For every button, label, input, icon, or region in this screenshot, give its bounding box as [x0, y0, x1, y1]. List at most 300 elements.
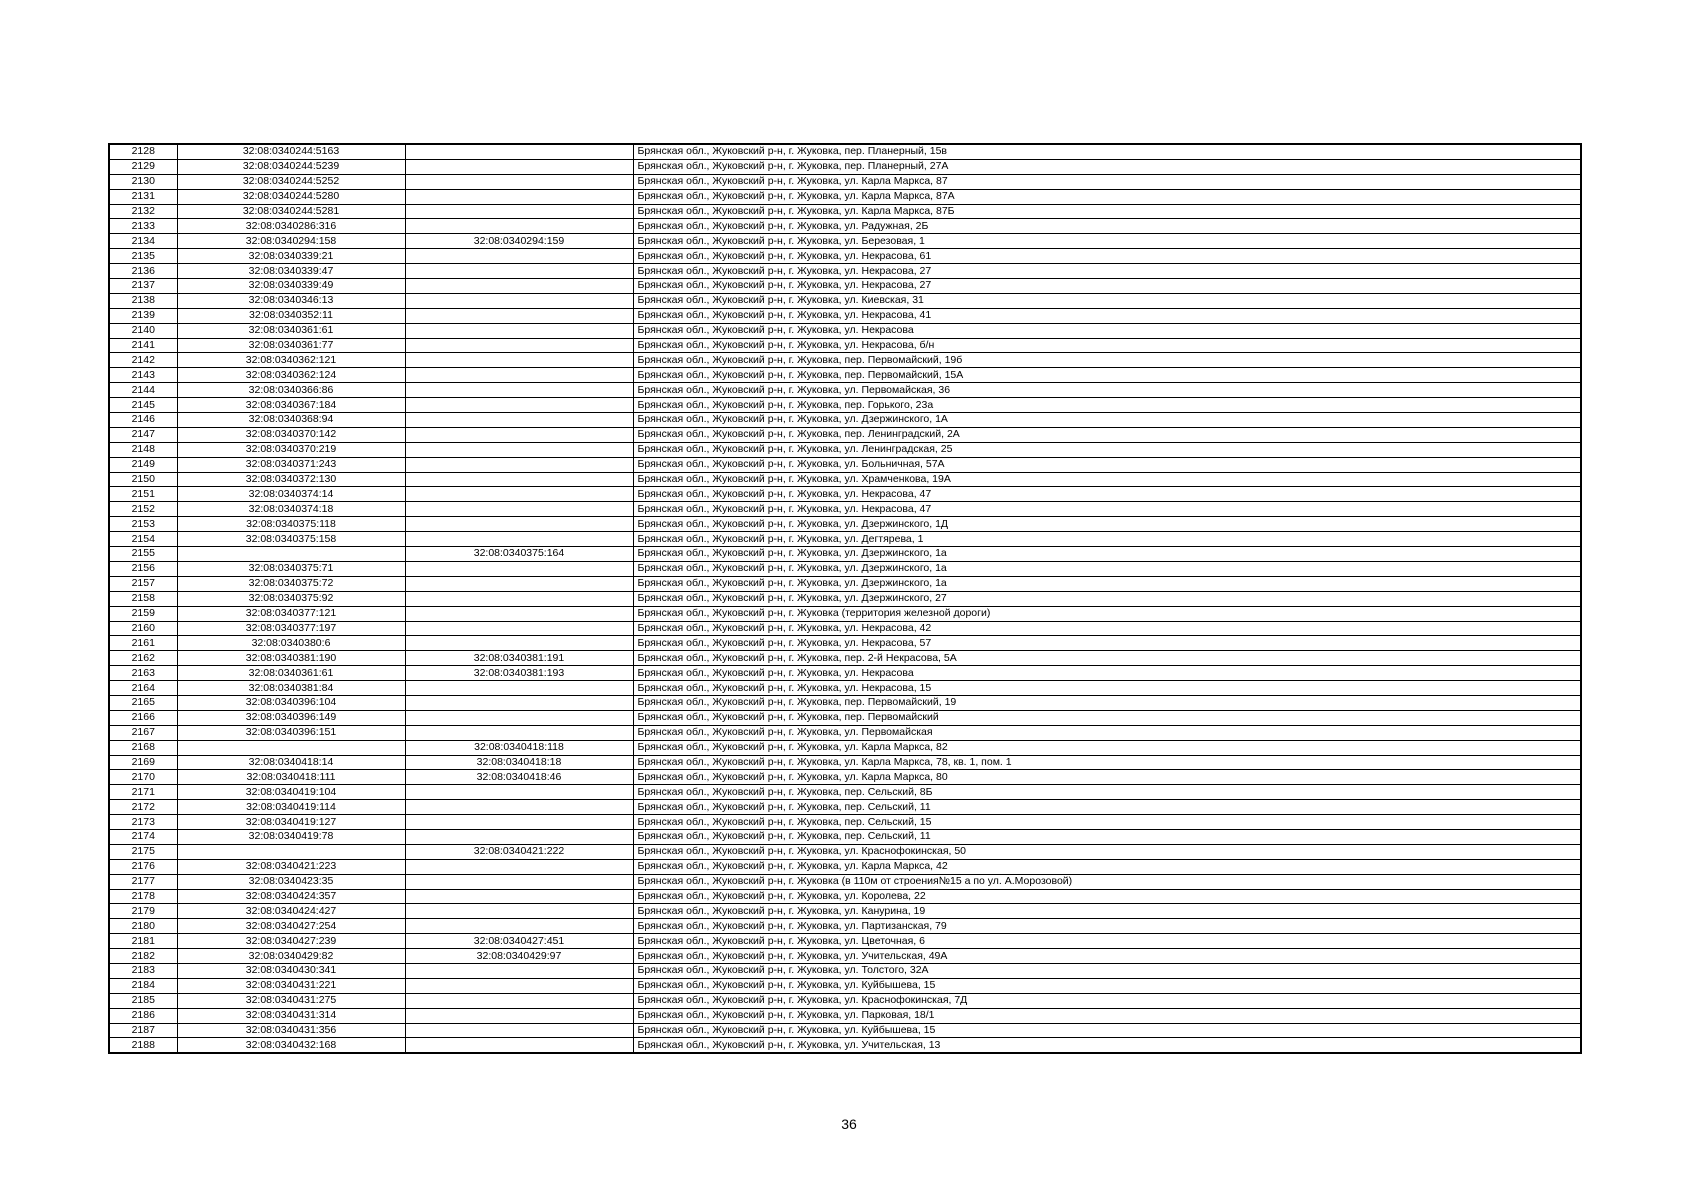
related-cadastral-number-cell: 32:08:0340429:97: [405, 949, 633, 964]
cadastral-number-cell: 32:08:0340367:184: [177, 398, 405, 413]
table-body: [109, 144, 1581, 1053]
address-cell: Брянская обл., Жуковский р-н, г. Жуковка, ул. Учительская, 49А: [633, 949, 1581, 964]
address-cell: Брянская обл., Жуковский р-н, г. Жуковка, ул. Березовая, 1: [633, 234, 1581, 249]
address-cell: Брянская обл., Жуковский р-н, г. Жуковка, ул. Карла Маркса, 87: [633, 174, 1581, 189]
cadastral-number-cell: 32:08:0340424:357: [177, 889, 405, 904]
cadastral-number-cell: 32:08:0340375:92: [177, 591, 405, 606]
table-row: [109, 457, 1581, 472]
related-cadastral-number-cell: [405, 591, 633, 606]
address-cell: Брянская обл., Жуковский р-н, г. Жуковка, ул. Некрасова: [633, 323, 1581, 338]
related-cadastral-number-cell: 32:08:0340381:191: [405, 651, 633, 666]
table-row: [109, 919, 1581, 934]
related-cadastral-number-cell: [405, 606, 633, 621]
cadastral-number-cell: 32:08:0340377:121: [177, 606, 405, 621]
related-cadastral-number-cell: [405, 978, 633, 993]
related-cadastral-number-cell: [405, 963, 633, 978]
address-cell: Брянская обл., Жуковский р-н, г. Жуковка, ул. Дзержинского, 27: [633, 591, 1581, 606]
cadastral-number-cell: [177, 844, 405, 859]
row-number-cell: 2177: [109, 874, 177, 889]
related-cadastral-number-cell: 32:08:0340427:451: [405, 934, 633, 949]
row-number-cell: 2175: [109, 844, 177, 859]
cadastral-number-cell: 32:08:0340429:82: [177, 949, 405, 964]
cadastral-number-cell: 32:08:0340244:5281: [177, 204, 405, 219]
related-cadastral-number-cell: [405, 621, 633, 636]
table-row: [109, 502, 1581, 517]
related-cadastral-number-cell: 32:08:0340375:164: [405, 547, 633, 562]
cadastral-number-cell: 32:08:0340431:221: [177, 978, 405, 993]
address-cell: Брянская обл., Жуковский р-н, г. Жуковка, ул. Дзержинского, 1а: [633, 576, 1581, 591]
cadastral-number-cell: 32:08:0340362:121: [177, 353, 405, 368]
address-cell: Брянская обл., Жуковский р-н, г. Жуковка, ул. Толстого, 32А: [633, 963, 1581, 978]
address-cell: Брянская обл., Жуковский р-н, г. Жуковка, ул. Первомайская, 36: [633, 383, 1581, 398]
row-number-cell: 2182: [109, 949, 177, 964]
cadastral-number-cell: 32:08:0340368:94: [177, 413, 405, 428]
cadastral-number-cell: 32:08:0340419:78: [177, 829, 405, 844]
related-cadastral-number-cell: [405, 219, 633, 234]
related-cadastral-number-cell: [405, 353, 633, 368]
table-row: [109, 1023, 1581, 1038]
related-cadastral-number-cell: [405, 829, 633, 844]
address-cell: Брянская обл., Жуковский р-н, г. Жуковка, ул. Канурина, 19: [633, 904, 1581, 919]
table-row: [109, 904, 1581, 919]
row-number-cell: 2134: [109, 234, 177, 249]
cadastral-number-cell: 32:08:0340424:427: [177, 904, 405, 919]
related-cadastral-number-cell: [405, 427, 633, 442]
cadastral-number-cell: 32:08:0340286:316: [177, 219, 405, 234]
address-cell: Брянская обл., Жуковский р-н, г. Жуковка, пер. Горького, 23а: [633, 398, 1581, 413]
cadastral-number-cell: 32:08:0340352:11: [177, 308, 405, 323]
cadastral-number-cell: 32:08:0340377:197: [177, 621, 405, 636]
row-number-cell: 2152: [109, 502, 177, 517]
related-cadastral-number-cell: [405, 383, 633, 398]
table-row: [109, 174, 1581, 189]
address-cell: Брянская обл., Жуковский р-н, г. Жуковка, пер. Первомайский: [633, 710, 1581, 725]
cadastral-number-cell: [177, 547, 405, 562]
related-cadastral-number-cell: [405, 859, 633, 874]
address-cell: Брянская обл., Жуковский р-н, г. Жуковка (в 110м от строения№15 а по ул. А.Морозовой): [633, 874, 1581, 889]
table-row: [109, 710, 1581, 725]
address-cell: Брянская обл., Жуковский р-н, г. Жуковка, ул. Краснофокинская, 7Д: [633, 993, 1581, 1008]
table-row: [109, 249, 1581, 264]
related-cadastral-number-cell: [405, 249, 633, 264]
row-number-cell: 2174: [109, 829, 177, 844]
address-cell: Брянская обл., Жуковский р-н, г. Жуковка, ул. Карла Маркса, 78, кв. 1, пом. 1: [633, 755, 1581, 770]
row-number-cell: 2155: [109, 547, 177, 562]
related-cadastral-number-cell: [405, 889, 633, 904]
related-cadastral-number-cell: [405, 517, 633, 532]
cadastral-number-cell: 32:08:0340371:243: [177, 457, 405, 472]
cadastral-number-cell: 32:08:0340375:71: [177, 561, 405, 576]
row-number-cell: 2164: [109, 681, 177, 696]
row-number-cell: 2142: [109, 353, 177, 368]
cadastral-number-cell: 32:08:0340339:49: [177, 279, 405, 294]
row-number-cell: 2156: [109, 561, 177, 576]
related-cadastral-number-cell: [405, 695, 633, 710]
row-number-cell: 2157: [109, 576, 177, 591]
table-row: [109, 651, 1581, 666]
address-cell: Брянская обл., Жуковский р-н, г. Жуковка, ул. Дзержинского, 1а: [633, 561, 1581, 576]
related-cadastral-number-cell: [405, 636, 633, 651]
table-row: [109, 889, 1581, 904]
row-number-cell: 2137: [109, 279, 177, 294]
row-number-cell: 2180: [109, 919, 177, 934]
related-cadastral-number-cell: [405, 919, 633, 934]
table-row: [109, 264, 1581, 279]
address-cell: Брянская обл., Жуковский р-н, г. Жуковка, ул. Дзержинского, 1а: [633, 547, 1581, 562]
cadastral-number-cell: 32:08:0340431:356: [177, 1023, 405, 1038]
address-cell: Брянская обл., Жуковский р-н, г. Жуковка, ул. Карла Маркса, 42: [633, 859, 1581, 874]
row-number-cell: 2161: [109, 636, 177, 651]
row-number-cell: 2179: [109, 904, 177, 919]
table-row: [109, 606, 1581, 621]
related-cadastral-number-cell: [405, 993, 633, 1008]
cadastral-number-cell: 32:08:0340430:341: [177, 963, 405, 978]
cadastral-number-cell: [177, 740, 405, 755]
table-row: [109, 576, 1581, 591]
cadastral-number-cell: 32:08:0340374:18: [177, 502, 405, 517]
row-number-cell: 2181: [109, 934, 177, 949]
address-cell: Брянская обл., Жуковский р-н, г. Жуковка, ул. Некрасова, 15: [633, 681, 1581, 696]
cadastral-number-cell: 32:08:0340370:142: [177, 427, 405, 442]
related-cadastral-number-cell: [405, 904, 633, 919]
table-row: [109, 800, 1581, 815]
related-cadastral-number-cell: [405, 159, 633, 174]
table-row: [109, 785, 1581, 800]
related-cadastral-number-cell: [405, 502, 633, 517]
related-cadastral-number-cell: 32:08:0340381:193: [405, 666, 633, 681]
address-cell: Брянская обл., Жуковский р-н, г. Жуковка, ул. Карла Маркса, 82: [633, 740, 1581, 755]
related-cadastral-number-cell: 32:08:0340418:18: [405, 755, 633, 770]
table-row: [109, 993, 1581, 1008]
table-row: [109, 1008, 1581, 1023]
related-cadastral-number-cell: 32:08:0340418:118: [405, 740, 633, 755]
address-cell: Брянская обл., Жуковский р-н, г. Жуковка, ул. Учительская, 13: [633, 1038, 1581, 1053]
cadastral-number-cell: 32:08:0340418:14: [177, 755, 405, 770]
row-number-cell: 2186: [109, 1008, 177, 1023]
cadastral-number-cell: 32:08:0340419:114: [177, 800, 405, 815]
row-number-cell: 2131: [109, 189, 177, 204]
address-cell: Брянская обл., Жуковский р-н, г. Жуковка, ул. Некрасова, 27: [633, 264, 1581, 279]
cadastral-number-cell: 32:08:0340346:13: [177, 293, 405, 308]
related-cadastral-number-cell: [405, 874, 633, 889]
cadastral-number-cell: 32:08:0340361:77: [177, 338, 405, 353]
address-cell: Брянская обл., Жуковский р-н, г. Жуковка, ул. Некрасова, 27: [633, 279, 1581, 294]
address-cell: Брянская обл., Жуковский р-н, г. Жуковка, ул. Карла Маркса, 80: [633, 770, 1581, 785]
row-number-cell: 2187: [109, 1023, 177, 1038]
related-cadastral-number-cell: [405, 487, 633, 502]
cadastral-number-cell: 32:08:0340432:168: [177, 1038, 405, 1053]
table-row: [109, 725, 1581, 740]
address-cell: Брянская обл., Жуковский р-н, г. Жуковка, ул. Храмченкова, 19А: [633, 472, 1581, 487]
table-row: [109, 532, 1581, 547]
address-cell: Брянская обл., Жуковский р-н, г. Жуковка (территория железной дороги): [633, 606, 1581, 621]
cadastral-number-cell: 32:08:0340421:223: [177, 859, 405, 874]
address-cell: Брянская обл., Жуковский р-н, г. Жуковка, ул. Некрасова, 57: [633, 636, 1581, 651]
table-row: [109, 338, 1581, 353]
address-cell: Брянская обл., Жуковский р-н, г. Жуковка, пер. Первомайский, 19б: [633, 353, 1581, 368]
row-number-cell: 2148: [109, 442, 177, 457]
related-cadastral-number-cell: [405, 204, 633, 219]
row-number-cell: 2144: [109, 383, 177, 398]
table-row: [109, 815, 1581, 830]
related-cadastral-number-cell: [405, 368, 633, 383]
cadastral-number-cell: 32:08:0340362:124: [177, 368, 405, 383]
row-number-cell: 2129: [109, 159, 177, 174]
table-row: [109, 949, 1581, 964]
row-number-cell: 2173: [109, 815, 177, 830]
related-cadastral-number-cell: [405, 1023, 633, 1038]
related-cadastral-number-cell: [405, 323, 633, 338]
property-table: [108, 143, 1582, 1054]
related-cadastral-number-cell: [405, 264, 633, 279]
table-row: [109, 219, 1581, 234]
address-cell: Брянская обл., Жуковский р-н, г. Жуковка, ул. Карла Маркса, 87А: [633, 189, 1581, 204]
cadastral-number-cell: 32:08:0340381:84: [177, 681, 405, 696]
cadastral-number-cell: 32:08:0340418:111: [177, 770, 405, 785]
address-cell: Брянская обл., Жуковский р-н, г. Жуковка, ул. Куйбышева, 15: [633, 1023, 1581, 1038]
address-cell: Брянская обл., Жуковский р-н, г. Жуковка, пер. Сельский, 11: [633, 800, 1581, 815]
cadastral-number-cell: 32:08:0340361:61: [177, 323, 405, 338]
table-row: [109, 681, 1581, 696]
address-cell: Брянская обл., Жуковский р-н, г. Жуковка, пер. Сельский, 8Б: [633, 785, 1581, 800]
related-cadastral-number-cell: [405, 681, 633, 696]
address-cell: Брянская обл., Жуковский р-н, г. Жуковка, ул. Некрасова, 47: [633, 502, 1581, 517]
cadastral-number-cell: 32:08:0340339:21: [177, 249, 405, 264]
address-cell: Брянская обл., Жуковский р-н, г. Жуковка, ул. Первомайская: [633, 725, 1581, 740]
table-row: [109, 204, 1581, 219]
row-number-cell: 2138: [109, 293, 177, 308]
address-cell: Брянская обл., Жуковский р-н, г. Жуковка, ул. Дегтярева, 1: [633, 532, 1581, 547]
row-number-cell: 2136: [109, 264, 177, 279]
table-row: [109, 547, 1581, 562]
related-cadastral-number-cell: [405, 576, 633, 591]
address-cell: Брянская обл., Жуковский р-н, г. Жуковка, ул. Партизанская, 79: [633, 919, 1581, 934]
table-row: [109, 829, 1581, 844]
cadastral-number-cell: 32:08:0340372:130: [177, 472, 405, 487]
row-number-cell: 2147: [109, 427, 177, 442]
cadastral-number-cell: 32:08:0340361:61: [177, 666, 405, 681]
row-number-cell: 2128: [109, 144, 177, 159]
address-cell: Брянская обл., Жуковский р-н, г. Жуковка, пер. 2-й Некрасова, 5А: [633, 651, 1581, 666]
row-number-cell: 2184: [109, 978, 177, 993]
cadastral-number-cell: 32:08:0340375:118: [177, 517, 405, 532]
table-row: [109, 308, 1581, 323]
row-number-cell: 2146: [109, 413, 177, 428]
table-row: [109, 353, 1581, 368]
related-cadastral-number-cell: [405, 800, 633, 815]
table-row: [109, 472, 1581, 487]
table-row: [109, 189, 1581, 204]
table-row: [109, 978, 1581, 993]
table-row: [109, 442, 1581, 457]
address-cell: Брянская обл., Жуковский р-н, г. Жуковка, ул. Некрасова, 42: [633, 621, 1581, 636]
row-number-cell: 2139: [109, 308, 177, 323]
table-row: [109, 159, 1581, 174]
row-number-cell: 2171: [109, 785, 177, 800]
related-cadastral-number-cell: 32:08:0340421:222: [405, 844, 633, 859]
table-row: [109, 517, 1581, 532]
row-number-cell: 2135: [109, 249, 177, 264]
address-cell: Брянская обл., Жуковский р-н, г. Жуковка, ул. Некрасова, б/н: [633, 338, 1581, 353]
address-cell: Брянская обл., Жуковский р-н, г. Жуковка, ул. Некрасова, 61: [633, 249, 1581, 264]
address-cell: Брянская обл., Жуковский р-н, г. Жуковка, ул. Больничная, 57А: [633, 457, 1581, 472]
table-row: [109, 844, 1581, 859]
row-number-cell: 2167: [109, 725, 177, 740]
row-number-cell: 2140: [109, 323, 177, 338]
address-cell: Брянская обл., Жуковский р-н, г. Жуковка, ул. Парковая, 18/1: [633, 1008, 1581, 1023]
related-cadastral-number-cell: [405, 413, 633, 428]
table-row: [109, 755, 1581, 770]
table-row: [109, 770, 1581, 785]
row-number-cell: 2178: [109, 889, 177, 904]
cadastral-number-cell: 32:08:0340244:5280: [177, 189, 405, 204]
related-cadastral-number-cell: [405, 785, 633, 800]
address-cell: Брянская обл., Жуковский р-н, г. Жуковка, ул. Краснофокинская, 50: [633, 844, 1581, 859]
cadastral-number-cell: 32:08:0340339:47: [177, 264, 405, 279]
address-cell: Брянская обл., Жуковский р-н, г. Жуковка, ул. Цветочная, 6: [633, 934, 1581, 949]
cadastral-number-cell: 32:08:0340381:190: [177, 651, 405, 666]
address-cell: Брянская обл., Жуковский р-н, г. Жуковка, ул. Некрасова, 41: [633, 308, 1581, 323]
table-row: [109, 621, 1581, 636]
table-row: [109, 874, 1581, 889]
related-cadastral-number-cell: 32:08:0340418:46: [405, 770, 633, 785]
related-cadastral-number-cell: [405, 308, 633, 323]
table-row: [109, 398, 1581, 413]
cadastral-number-cell: 32:08:0340366:86: [177, 383, 405, 398]
table-row: [109, 368, 1581, 383]
related-cadastral-number-cell: [405, 532, 633, 547]
address-cell: Брянская обл., Жуковский р-н, г. Жуковка, ул. Дзержинского, 1А: [633, 413, 1581, 428]
address-cell: Брянская обл., Жуковский р-н, г. Жуковка, пер. Ленинградский, 2А: [633, 427, 1581, 442]
row-number-cell: 2154: [109, 532, 177, 547]
table-row: [109, 740, 1581, 755]
table-row: [109, 427, 1581, 442]
row-number-cell: 2149: [109, 457, 177, 472]
address-cell: Брянская обл., Жуковский р-н, г. Жуковка, ул. Карла Маркса, 87Б: [633, 204, 1581, 219]
table-row: [109, 234, 1581, 249]
cadastral-number-cell: 32:08:0340396:104: [177, 695, 405, 710]
address-cell: Брянская обл., Жуковский р-н, г. Жуковка, пер. Планерный, 15в: [633, 144, 1581, 159]
table-row: [109, 383, 1581, 398]
table-row: [109, 279, 1581, 294]
cadastral-number-cell: 32:08:0340375:158: [177, 532, 405, 547]
related-cadastral-number-cell: [405, 472, 633, 487]
cadastral-number-cell: 32:08:0340396:149: [177, 710, 405, 725]
row-number-cell: 2183: [109, 963, 177, 978]
table-row: [109, 636, 1581, 651]
row-number-cell: 2165: [109, 695, 177, 710]
related-cadastral-number-cell: [405, 293, 633, 308]
table-row: [109, 487, 1581, 502]
row-number-cell: 2132: [109, 204, 177, 219]
row-number-cell: 2172: [109, 800, 177, 815]
cadastral-number-cell: 32:08:0340427:254: [177, 919, 405, 934]
row-number-cell: 2158: [109, 591, 177, 606]
row-number-cell: 2133: [109, 219, 177, 234]
table-row: [109, 963, 1581, 978]
table-row: [109, 293, 1581, 308]
row-number-cell: 2168: [109, 740, 177, 755]
table-row: [109, 934, 1581, 949]
row-number-cell: 2143: [109, 368, 177, 383]
row-number-cell: 2176: [109, 859, 177, 874]
related-cadastral-number-cell: [405, 398, 633, 413]
address-cell: Брянская обл., Жуковский р-н, г. Жуковка, пер. Сельский, 15: [633, 815, 1581, 830]
table-row: [109, 144, 1581, 159]
address-cell: Брянская обл., Жуковский р-н, г. Жуковка, ул. Некрасова, 47: [633, 487, 1581, 502]
cadastral-number-cell: 32:08:0340419:104: [177, 785, 405, 800]
cadastral-number-cell: 32:08:0340396:151: [177, 725, 405, 740]
related-cadastral-number-cell: [405, 338, 633, 353]
row-number-cell: 2130: [109, 174, 177, 189]
address-cell: Брянская обл., Жуковский р-н, г. Жуковка, ул. Дзержинского, 1Д: [633, 517, 1581, 532]
cadastral-number-cell: 32:08:0340419:127: [177, 815, 405, 830]
address-cell: Брянская обл., Жуковский р-н, г. Жуковка, ул. Куйбышева, 15: [633, 978, 1581, 993]
row-number-cell: 2170: [109, 770, 177, 785]
table-row: [109, 666, 1581, 681]
related-cadastral-number-cell: 32:08:0340294:159: [405, 234, 633, 249]
table-row: [109, 1038, 1581, 1053]
page-number: 36: [841, 1116, 857, 1132]
related-cadastral-number-cell: [405, 442, 633, 457]
row-number-cell: 2160: [109, 621, 177, 636]
cadastral-number-cell: 32:08:0340431:314: [177, 1008, 405, 1023]
cadastral-number-cell: 32:08:0340244:5252: [177, 174, 405, 189]
related-cadastral-number-cell: [405, 189, 633, 204]
table-row: [109, 859, 1581, 874]
row-number-cell: 2163: [109, 666, 177, 681]
row-number-cell: 2151: [109, 487, 177, 502]
address-cell: Брянская обл., Жуковский р-н, г. Жуковка, ул. Королева, 22: [633, 889, 1581, 904]
row-number-cell: 2153: [109, 517, 177, 532]
address-cell: Брянская обл., Жуковский р-н, г. Жуковка, ул. Ленинградская, 25: [633, 442, 1581, 457]
row-number-cell: 2166: [109, 710, 177, 725]
row-number-cell: 2145: [109, 398, 177, 413]
table-row: [109, 323, 1581, 338]
related-cadastral-number-cell: [405, 1038, 633, 1053]
cadastral-number-cell: 32:08:0340244:5163: [177, 144, 405, 159]
table-row: [109, 591, 1581, 606]
address-cell: Брянская обл., Жуковский р-н, г. Жуковка, пер. Сельский, 11: [633, 829, 1581, 844]
related-cadastral-number-cell: [405, 710, 633, 725]
row-number-cell: 2150: [109, 472, 177, 487]
address-cell: Брянская обл., Жуковский р-н, г. Жуковка, ул. Некрасова: [633, 666, 1581, 681]
address-cell: Брянская обл., Жуковский р-н, г. Жуковка, пер. Первомайский, 19: [633, 695, 1581, 710]
row-number-cell: 2162: [109, 651, 177, 666]
address-cell: Брянская обл., Жуковский р-н, г. Жуковка, пер. Планерный, 27А: [633, 159, 1581, 174]
cadastral-number-cell: 32:08:0340244:5239: [177, 159, 405, 174]
cadastral-number-cell: 32:08:0340294:158: [177, 234, 405, 249]
cadastral-number-cell: 32:08:0340375:72: [177, 576, 405, 591]
related-cadastral-number-cell: [405, 174, 633, 189]
cadastral-number-cell: 32:08:0340374:14: [177, 487, 405, 502]
row-number-cell: 2141: [109, 338, 177, 353]
row-number-cell: 2185: [109, 993, 177, 1008]
row-number-cell: 2169: [109, 755, 177, 770]
cadastral-number-cell: 32:08:0340380:6: [177, 636, 405, 651]
cadastral-number-cell: 32:08:0340431:275: [177, 993, 405, 1008]
address-cell: Брянская обл., Жуковский р-н, г. Жуковка, ул. Радужная, 2Б: [633, 219, 1581, 234]
related-cadastral-number-cell: [405, 144, 633, 159]
cadastral-number-cell: 32:08:0340423:35: [177, 874, 405, 889]
address-cell: Брянская обл., Жуковский р-н, г. Жуковка, пер. Первомайский, 15А: [633, 368, 1581, 383]
address-cell: Брянская обл., Жуковский р-н, г. Жуковка, ул. Киевская, 31: [633, 293, 1581, 308]
table-row: [109, 695, 1581, 710]
row-number-cell: 2188: [109, 1038, 177, 1053]
row-number-cell: 2159: [109, 606, 177, 621]
related-cadastral-number-cell: [405, 279, 633, 294]
related-cadastral-number-cell: [405, 457, 633, 472]
